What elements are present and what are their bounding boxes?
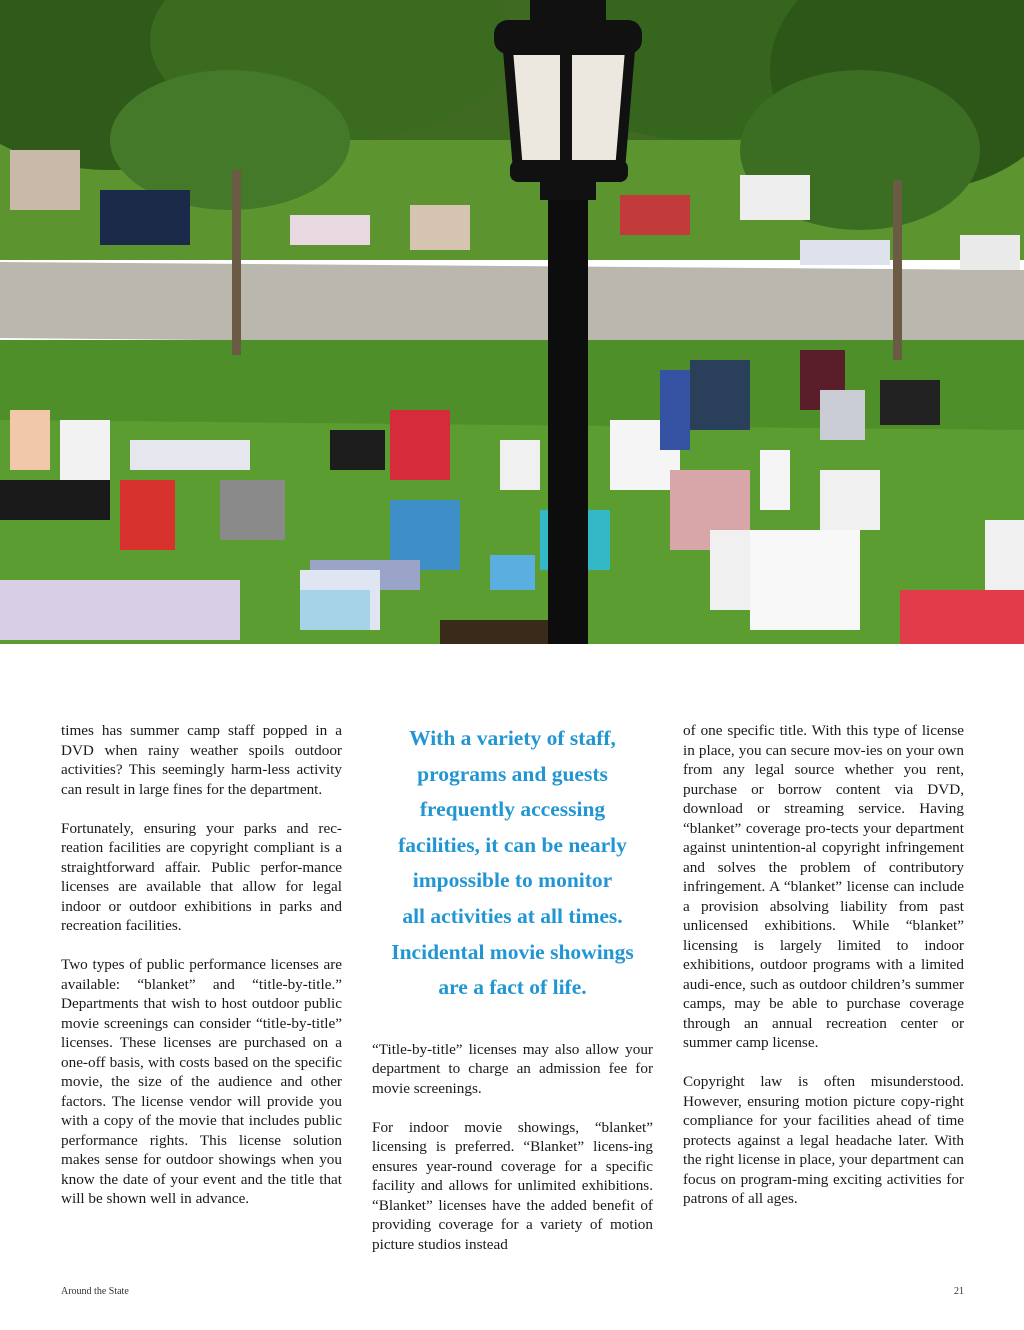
pull-quote-line: frequently accessing bbox=[419, 797, 606, 822]
pull-quote-line: facilities, it can be nearly bbox=[398, 832, 627, 857]
article-paragraph: Fortunately, ensuring your parks and rec-reation facilities are copyright compliant is a straightforward affair. Public perfor-mance licenses are available that allow for legal indoor or outdoor exhibitions in parks and recreation facilities. bbox=[61, 819, 342, 934]
article-paragraph: “Title-by-title” licenses may also allow your department to charge an admission fee for movie screenings. bbox=[372, 1040, 653, 1097]
pull-quote-line: Incidental movie showings bbox=[391, 939, 634, 964]
hero-photo bbox=[0, 0, 1024, 644]
article-paragraph: times has summer camp staff popped in a DVD when rainy weather spoils outdoor activities? This seemingly harm-less activity can result in large fines for the department. bbox=[61, 722, 342, 798]
pull-quote bbox=[372, 721, 653, 1006]
pull-quote-line: impossible to monitor bbox=[412, 868, 613, 893]
article-paragraph: of one specific title. With this type of license in place, you can secure mov-ies on your own from any legal source whether you rent, purchase or borrow content via DVD, download or streaming service. Having “blanket” coverage pro-tects your department against unintention-al copyright infringement and solves the problem of contributory infringement. A “blanket” license can include a provision absolving liability from past unlicensed exhibitions. While “blanket” licensing is largely limited to indoor exhibitions, outdoor programs with a limited audi-ence, such as outdoor children’s summer camps, may be able to purchase coverage through an annual recreation center or summer camp license. bbox=[683, 722, 964, 1051]
article-paragraph: Copyright law is often misunderstood. However, ensuring motion picture copy-right compliance for your facilities ahead of time protects against a legal headache later. With the right license in place, your department can focus on program-ming exciting activities for patrons of all ages. bbox=[683, 1073, 964, 1207]
pull-quote-line: With a variety of staff, bbox=[409, 726, 616, 750]
article-paragraph: For indoor movie showings, “blanket” licensing is preferred. “Blanket” licens-ing ensures year-round coverage for a specific facility and allows for unlimited exhibitions. “Blanket” licenses have the added benefit of providing coverage for a variety of motion picture studios instead bbox=[372, 1118, 653, 1253]
park-crowd-illustration bbox=[0, 0, 1024, 644]
article-column-middle bbox=[372, 721, 653, 1254]
pull-quote-line: all activities at all times. bbox=[402, 903, 623, 928]
article-paragraph: Two types of public performance licenses are available: “blanket” and “title-by-title.” Departments that wish to host outdoor public movie screenings can consider “title-by-title” licenses. These licenses are purchased on a one-off basis, with costs based on the specific movie, the size of the audience and other factors. The license vendor will provide you with a copy of the movie that includes public performance rights. This license solution makes sense for outdoor showings when you know the date of your event and the title that will be shown well in advance. bbox=[61, 956, 342, 1207]
page-number: 21 bbox=[954, 1286, 964, 1297]
article-column-right bbox=[683, 721, 964, 1209]
article-column-left bbox=[61, 721, 342, 1209]
pull-quote-line: are a fact of life. bbox=[438, 975, 587, 1000]
pull-quote-line: programs and guests bbox=[417, 761, 608, 786]
publication-name: Around the State bbox=[61, 1286, 129, 1297]
